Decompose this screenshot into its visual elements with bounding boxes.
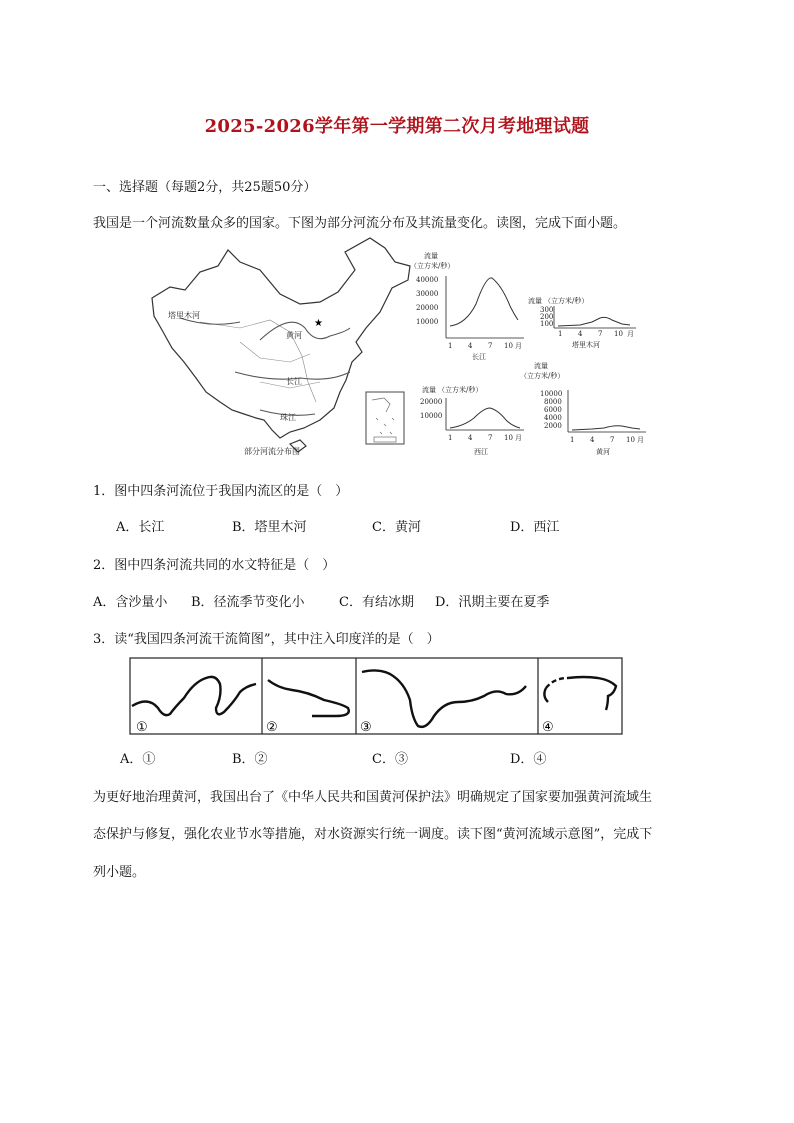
river-sketch-3 [362, 670, 526, 726]
panel-label-2: ② [266, 720, 278, 735]
question-1-stem: 1．图中四条河流位于我国内流区的是（ ） [93, 484, 349, 499]
passage-line-1: 为更好地治理黄河，我国出台了《中华人民共和国黄河保护法》明确规定了国家要加强黄河流域生 [93, 790, 653, 805]
q1-option-d[interactable]: D．西江 [510, 520, 560, 535]
chart-yellow-ytick: 8000 [544, 398, 562, 406]
q3-option-b[interactable]: B．② [232, 752, 268, 767]
q3-option-d[interactable]: D．④ [510, 752, 547, 767]
chart-xijiang-name: 西江 [474, 448, 488, 456]
chart-yangtze-xtick: 1 [448, 342, 453, 350]
chart-yellow-xtick: 7 [610, 436, 615, 444]
question-3-stem: 3．读“我国四条河流干流简图”，其中注入印度洋的是（ ） [93, 632, 440, 647]
chart-xijiang-ylabel: 流量 [422, 386, 436, 394]
q2-option-a[interactable]: A．含沙量小 [93, 595, 168, 610]
chart-xijiang-xtick: 4 [468, 434, 473, 442]
question-2-stem: 2．图中四条河流共同的水文特征是（ ） [93, 558, 336, 573]
chart-tarim-ytick: 100 [540, 320, 554, 328]
chart-yellow-ylabel: 流量 [534, 362, 548, 370]
chart-yellow-xtick: 10 [626, 436, 635, 444]
q1-option-a[interactable]: A．长江 [116, 520, 165, 535]
panel-label-4: ④ [542, 720, 554, 735]
chart-tarim-xtick: 4 [578, 330, 583, 338]
south-sea-inset [366, 392, 404, 444]
chart-xijiang-unit: （立方米/秒） [438, 386, 483, 394]
q3-option-c[interactable]: C．③ [372, 752, 408, 767]
chart-xijiang-xtick: 7 [488, 434, 493, 442]
chart-yangtze-unit: （立方米/秒） [410, 262, 455, 270]
q2-option-d[interactable]: D．汛期主要在夏季 [435, 595, 550, 610]
chart-yangtze-xtick: 7 [488, 342, 493, 350]
capital-star-icon: ★ [314, 318, 323, 329]
chart-yellow-name: 黄河 [596, 448, 610, 456]
chart-yellow [520, 361, 646, 456]
chart-tarim-name: 塔里木河 [572, 341, 600, 349]
river-figure [140, 232, 680, 464]
intro-text: 我国是一个河流数量众多的国家。下图为部分河流分布及其流量变化。读图，完成下面小题。 [93, 216, 627, 231]
label-yangtze: 长江 [286, 377, 302, 386]
chart-yellow-ytick: 2000 [544, 422, 562, 430]
chart-tarim-xunit: 月 [627, 330, 634, 338]
chart-yangtze [410, 251, 524, 361]
section-heading: 一、选择题（每题2分，共25题50分） [93, 180, 317, 195]
river-sketch-figure [128, 656, 624, 736]
chart-xijiang-xtick: 1 [448, 434, 453, 442]
yellow-river-line [260, 322, 350, 340]
panel-label-1: ① [136, 720, 148, 735]
chart-xijiang-xunit: 月 [515, 434, 522, 442]
exam-title: 2025-2026学年第一学期第二次月考地理试题 [204, 116, 590, 137]
chart-yangtze-ylabel: 流量 [424, 252, 438, 260]
q2-option-c[interactable]: C．有结冰期 [339, 595, 414, 610]
chart-tarim [528, 296, 636, 349]
chart-yangtze-xtick: 10 [504, 342, 513, 350]
chart-xijiang [420, 385, 524, 456]
chart-yangtze-ytick: 10000 [416, 318, 439, 326]
chart-yangtze-ytick: 30000 [416, 290, 439, 298]
chart-xijiang-ytick: 10000 [420, 412, 443, 420]
chart-yangtze-ytick: 20000 [416, 304, 439, 312]
label-yellow: 黄河 [286, 331, 302, 340]
river-sketch-2 [268, 680, 349, 716]
passage-line-2: 态保护与修复，强化农业节水等措施，对水资源实行统一调度。读下图“黄河流域示意图”，完成下 [93, 827, 653, 842]
chart-yangtze-name: 长江 [472, 353, 486, 361]
q1-option-b[interactable]: B．塔里木河 [232, 520, 307, 535]
chart-yellow-xtick: 4 [590, 436, 595, 444]
q3-option-a[interactable]: A．① [120, 752, 156, 767]
chart-yellow-ytick: 6000 [544, 406, 562, 414]
q2-option-b[interactable]: B．径流季节变化小 [191, 595, 305, 610]
river-sketch-4-upper [546, 678, 568, 688]
chart-tarim-xtick: 1 [558, 330, 563, 338]
river-sketch-1 [132, 677, 256, 715]
chart-yellow-xtick: 1 [570, 436, 575, 444]
panel-label-3: ③ [360, 720, 372, 735]
label-pearl: 珠江 [280, 413, 296, 422]
chart-yellow-ytick: 10000 [540, 390, 563, 398]
chart-tarim-ytick: 200 [540, 313, 554, 321]
chart-tarim-ytick: 300 [540, 306, 554, 314]
chart-xijiang-xtick: 10 [504, 434, 513, 442]
chart-yangtze-xunit: 月 [515, 342, 522, 350]
map-caption: 部分河流分布图 [244, 447, 300, 456]
chart-xijiang-ytick: 20000 [420, 398, 443, 406]
chart-tarim-unit: （立方米/秒） [544, 297, 589, 305]
chart-yangtze-ytick: 40000 [416, 276, 439, 284]
chart-tarim-ylabel: 流量 [528, 297, 542, 305]
chart-yangtze-xtick: 4 [468, 342, 473, 350]
chart-tarim-xtick: 10 [614, 330, 623, 338]
chart-yellow-ytick: 4000 [544, 414, 562, 422]
q1-option-c[interactable]: C．黄河 [372, 520, 421, 535]
passage-line-3: 列小题。 [93, 865, 146, 880]
chart-yellow-xunit: 月 [637, 436, 644, 444]
chart-yellow-unit: （立方米/秒） [520, 372, 565, 380]
river-sketch-4 [568, 677, 616, 710]
label-tarim: 塔里木河 [168, 311, 200, 320]
chart-tarim-xtick: 7 [598, 330, 603, 338]
